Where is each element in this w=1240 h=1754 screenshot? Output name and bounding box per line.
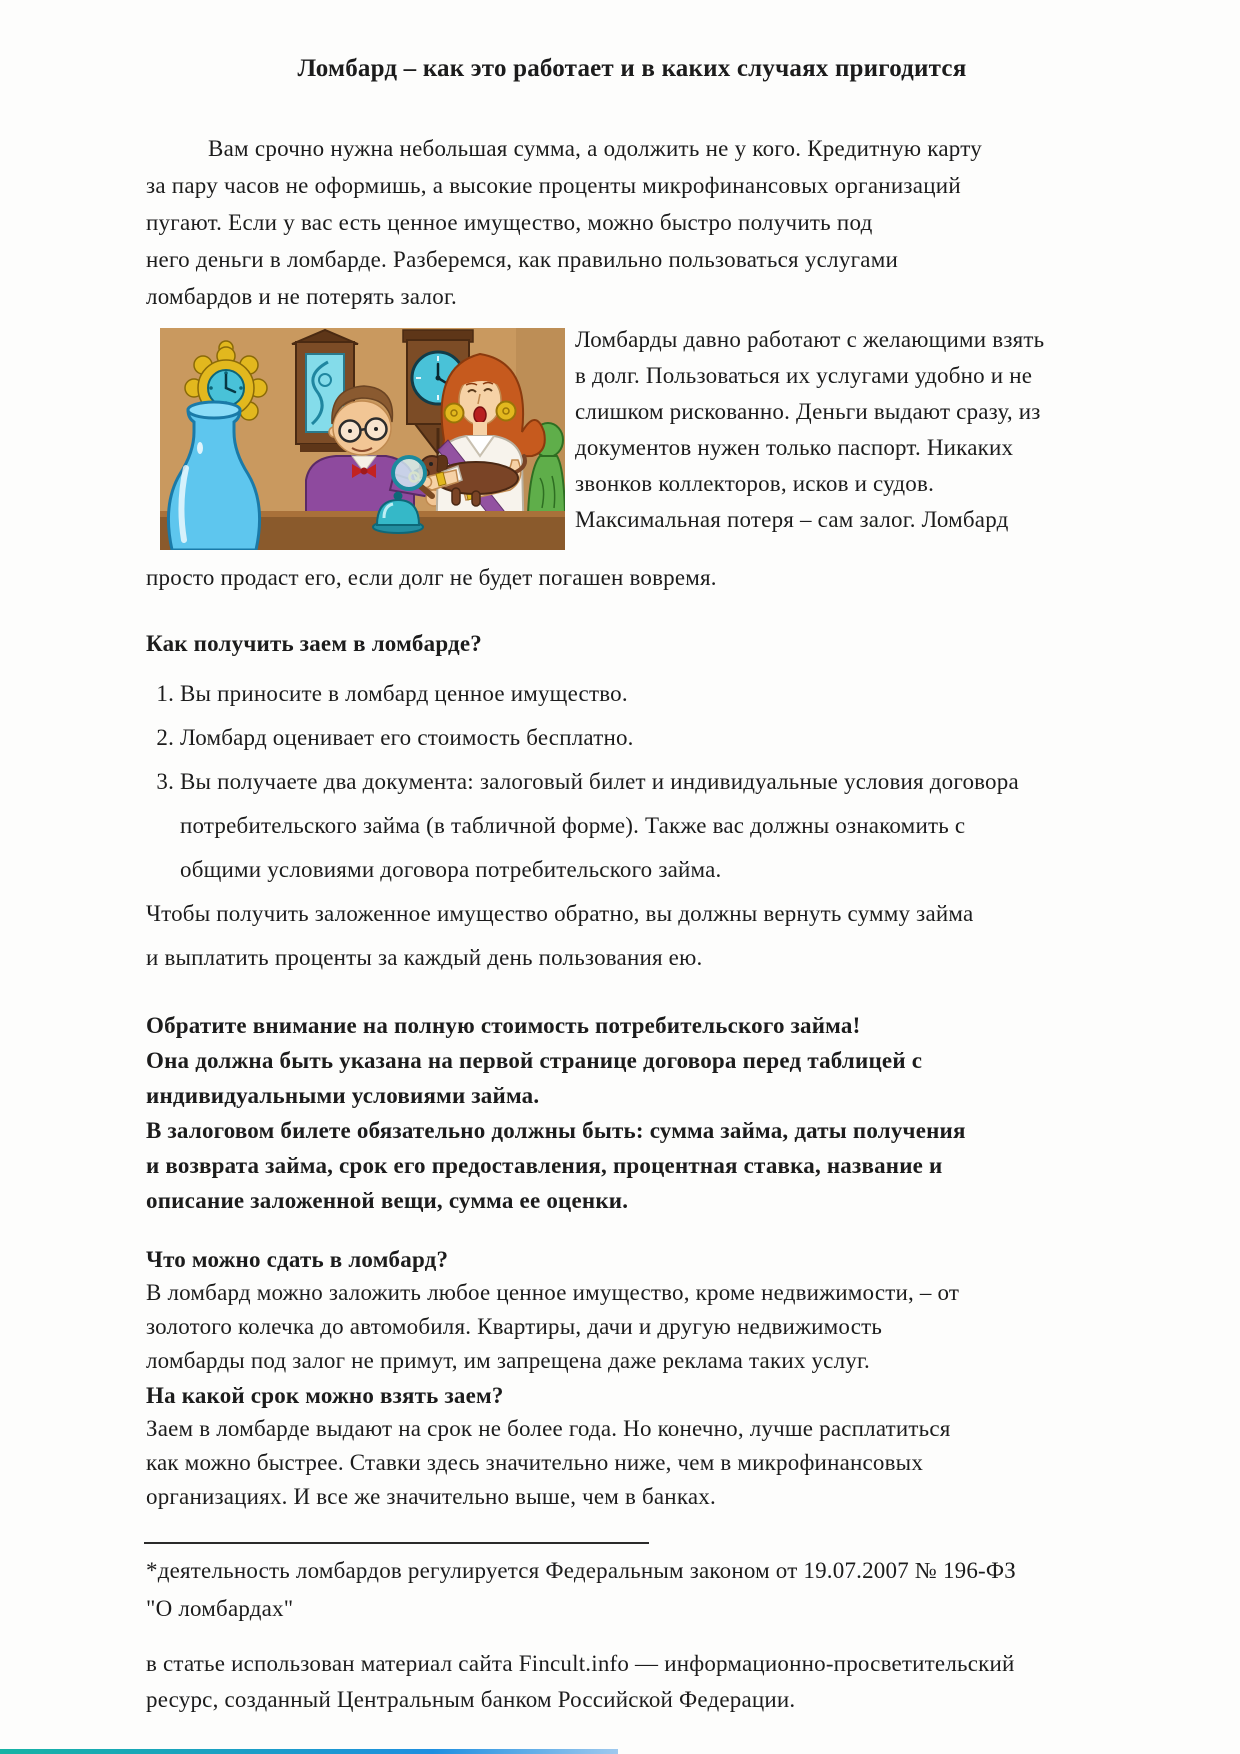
text-line: Обратите внимание на полную стоимость потребительского займа! [146,1013,861,1038]
gold-earring-icon [497,402,516,421]
text-line: общими условиями договора потребительского займа. [180,857,722,882]
text-line: документов нужен только паспорт. Никаких [575,435,1014,460]
gold-earring-icon [445,404,464,423]
text-line: Вам срочно нужна небольшая сумма, а одолжить не у кого. Кредитную карту [208,136,982,161]
text-line: ломбарды под залог не примут, им запрещена даже реклама таких услуг. [146,1348,870,1373]
section-heading-what-to-pawn: Что можно сдать в ломбард? [146,1247,449,1272]
text-line: в долг. Пользоваться их услугами удобно и не [575,363,1033,388]
text-line: описание заложенной вещи, сумма ее оценки. [146,1188,629,1213]
loan-step-1 [180,672,1118,716]
pawnshop-illustration [160,328,565,550]
loan-steps-list [146,672,1118,892]
text-line: за пару часов не оформишь, а высокие проценты микрофинансовых организаций [146,173,961,198]
text-line: Максимальная потеря – сам залог. Ломбард [575,507,1009,532]
notice-block [146,1008,1118,1218]
open-mouth [474,407,486,423]
text-line: ломбардов и не потерять залог. [146,284,458,309]
text-line: слишком рискованно. Деньги выдают сразу, из [575,399,1041,424]
text-line: Чтобы получить заложенное имущество обратно, вы должны вернуть сумму займа [146,901,974,926]
text-line: и выплатить проценты за каждый день пользования ею. [146,945,703,970]
lead-block [146,322,1118,598]
text-line: Заем в ломбарде выдают на срок не более года. Но конечно, лучше расплатиться [146,1416,951,1441]
text-line: 3. Вы получаете два документа: залоговый билет и индивидуальные условия договора [180,769,1019,794]
footnote-source [146,1646,1118,1718]
text-line: потребительского займа (в табличной форме). Также вас должны ознакомить с [180,813,966,838]
pawnable-items-paragraph [146,1276,1118,1378]
section-heading-loan-term: На какой срок можно взять заем? [146,1383,504,1408]
text-line: просто продаст его, если долг не будет погашен вовремя. [146,565,717,590]
pawnshop-scene [160,328,565,550]
text-line: Ломбарды давно работают с желающими взять [575,327,1045,352]
footnote-law [146,1552,1118,1628]
text-line: *деятельность ломбардов регулируется Федеральным законом от 19.07.2007 № 196-ФЗ [146,1558,1017,1583]
bottom-gradient-bar [0,1749,618,1754]
text-line: в статье использован материал сайта Fincult.info — информационно-просветительский [146,1651,1015,1676]
text-line: В ломбард можно заложить любое ценное имущество, кроме недвижимости, – от [146,1280,960,1305]
text-line: Она должна быть указана на первой странице договора перед таблицей с [146,1048,923,1073]
text-line: него деньги в ломбарде. Разберемся, как правильно пользоваться услугами [146,247,899,272]
loan-term-paragraph [146,1412,1118,1514]
page-title: Ломбард – как это работает и в каких случаях пригодится [297,55,967,82]
text-line: как можно быстрее. Ставки здесь значительно ниже, чем в микрофинансовых [146,1450,924,1475]
text-line: 1. Вы приносите в ломбард ценное имущество. [180,681,628,706]
intro-paragraph [146,130,1118,315]
redeem-paragraph [146,892,1118,980]
text-line: ресурс, созданный Центральным банком Российской Федерации. [146,1687,796,1712]
text-line: и возврата займа, срок его предоставления, процентная ставка, название и [146,1153,943,1178]
text-line: "О ломбардах" [146,1596,294,1621]
loan-step-3 [180,760,1118,892]
footnote-divider [144,1542,649,1544]
text-line: 2. Ломбард оценивает его стоимость бесплатно. [180,725,634,750]
section-heading-how-to-get-loan: Как получить заем в ломбарде? [146,631,482,656]
text-line: золотого колечка до автомобиля. Квартиры, дачи и другую недвижимость [146,1314,883,1339]
text-line: индивидуальными условиями займа. [146,1083,540,1108]
loan-step-2 [180,716,1118,760]
text-line: пугают. Если у вас есть ценное имущество, можно быстро получить под [146,210,873,235]
text-line: звонков коллекторов, исков и судов. [575,471,935,496]
text-line: В залоговом билете обязательно должны быть: сумма займа, даты получения [146,1118,966,1143]
text-line: организациях. И все же значительно выше, чем в банках. [146,1484,716,1509]
